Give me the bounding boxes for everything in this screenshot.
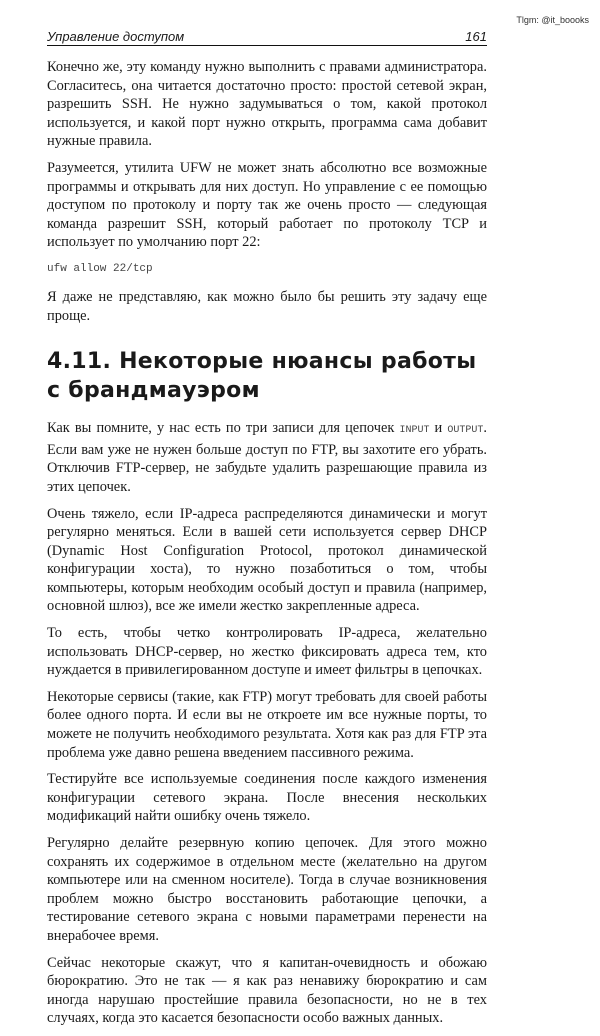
running-header [47,29,487,46]
section-heading [47,347,487,405]
inline-code-input: INPUT [399,425,430,437]
text: . Если вам уже не нужен больше доступ по FTP, вы захотите его убрать. Отключив FTP-сервер, не забудьте удалить разрешающие правила из этих цепочек. [47,420,487,495]
chapter-title: Управление доступом [47,29,185,44]
paragraph: То есть, чтобы четко контролировать IP-адреса, желательно использовать DHCP-сервер, но жестко фиксировать адреса тем, кто нуждается в привилегированном доступе и имеет фильтры в цепочках. [47,625,487,679]
paragraph: Очень тяжело, если IP-адреса распределяются динамически и могут регулярно меняться. Если в вашей сети используется сервер DHCP (Dynamic Host Configuration Protocol, протокол динамической конфигурации хоста), то нужно позаботиться о том, чтобы компьютеры, которым необходим особый доступ и правила (например, основной шлюз), все же имели жестко закрепленные адреса. [47,505,487,615]
inline-code-output: OUTPUT [447,425,484,437]
code-block: ufw allow 22/tcp [47,262,153,275]
text: и [429,420,448,437]
section-heading-line2: с брандмауэром [47,378,260,404]
page-content [47,58,487,1036]
section-intro-paragraph [47,419,487,496]
paragraph: Некоторые сервисы (такие, как FTP) могут требовать для своей работы более одного порта. И если вы не откроете им все нужные порты, то можете не получить необходимого результата. Хотя как раз для FTP эта проблема уже давно решена введением пассивного режима. [47,688,487,761]
paragraph: Регулярно делайте резервную копию цепочек. Для этого можно сохранять их содержимое в отдельном месте (желательно на другом компьютере или на сменном носителе). Тогда в случае возникновения проблем можно быстро восстановить работающие цепочки, а тестирование сетевого экрана с новыми параметрами перенести на внерабочее время. [47,835,487,944]
watermark: Tlgm: @it_boooks [516,15,589,25]
page-number: 161 [465,29,487,44]
paragraph: Конечно же, эту команду нужно выполнить с правами администратора. Согласитесь, она читается достаточно просто: простой сетевой экран, разрешить SSH. Не нужно задумываться о том, какой протокол используется, и какой порт нужно открыть, программа сама добавит нужные правила. [47,59,487,150]
paragraph: Я даже не представляю, как можно было бы решить эту задачу еще проще. [47,288,487,324]
paragraph: Тестируйте все используемые соединения после каждого изменения конфигурации сетевого экрана. После внесения нескольких модификаций найти ошибку очень тяжело. [47,771,487,825]
text: Как вы помните, у нас есть по три записи для цепочек [47,420,400,437]
paragraph: Разумеется, утилита UFW не может знать абсолютно все возможные программы и открывать для них доступ. Но управление с ее помощью доступом по протоколу и порту так же очень просто — следующая команда разрешит SSH, который работает по протоколу TCP и использует по умолчанию порт 22: [47,159,487,251]
paragraph: Сейчас некоторые скажут, что я капитан-очевидность и обожаю бюрократию. Это не так — я как раз ненавижу бюрократию и сам иногда нарушаю простейшие правила безопасности, но не в тех случаях, когда это касается безопасности особо важных данных. [47,954,487,1027]
section-heading-line1: 4.11. Некоторые нюансы работы [47,349,477,375]
